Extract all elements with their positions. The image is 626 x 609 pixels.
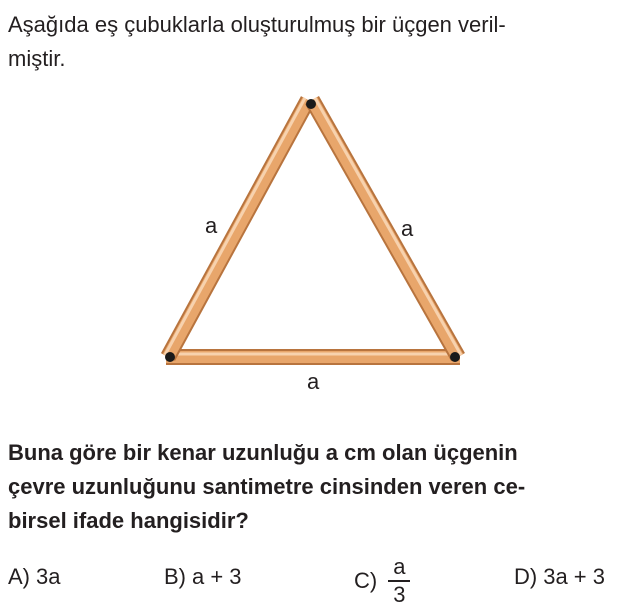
left-stick	[165, 98, 308, 357]
option-a-letter: A)	[8, 564, 30, 589]
top-joint	[306, 99, 316, 109]
option-d-text: 3a + 3	[543, 564, 605, 589]
option-c-fraction	[387, 556, 411, 606]
bottom-stick	[166, 354, 460, 357]
left-side-label: a	[205, 213, 218, 238]
option-a-text: 3a	[36, 564, 61, 589]
right-joint	[450, 352, 460, 362]
question-line-1: Buna göre bir kenar uzunluğu a cm olan üçgenin	[8, 440, 518, 465]
question-line-3: birsel ifade hangisidir?	[8, 508, 249, 533]
option-d-letter: D)	[514, 564, 538, 589]
option-c-letter: C)	[354, 568, 378, 593]
option-c[interactable]	[354, 556, 411, 606]
option-b-text: a + 3	[192, 564, 242, 589]
question-line-2: çevre uzunluğunu santimetre cinsinden veren ce-	[8, 474, 526, 499]
left-joint	[165, 352, 175, 362]
answer-options	[8, 556, 620, 606]
intro-line-1: Aşağıda eş çubuklarla oluşturulmuş bir üçgen veril-	[8, 12, 506, 37]
right-side-label: a	[401, 216, 414, 241]
option-d[interactable]	[514, 564, 605, 590]
question-text	[8, 436, 620, 538]
intro-line-2: miştir.	[8, 46, 66, 71]
option-c-numerator: a	[393, 554, 406, 579]
right-stick	[312, 98, 461, 357]
option-a[interactable]	[8, 564, 60, 590]
option-b-letter: B)	[164, 564, 186, 589]
option-c-denominator: 3	[393, 582, 406, 607]
option-b[interactable]	[164, 564, 242, 590]
bottom-side-label: a	[307, 369, 320, 394]
